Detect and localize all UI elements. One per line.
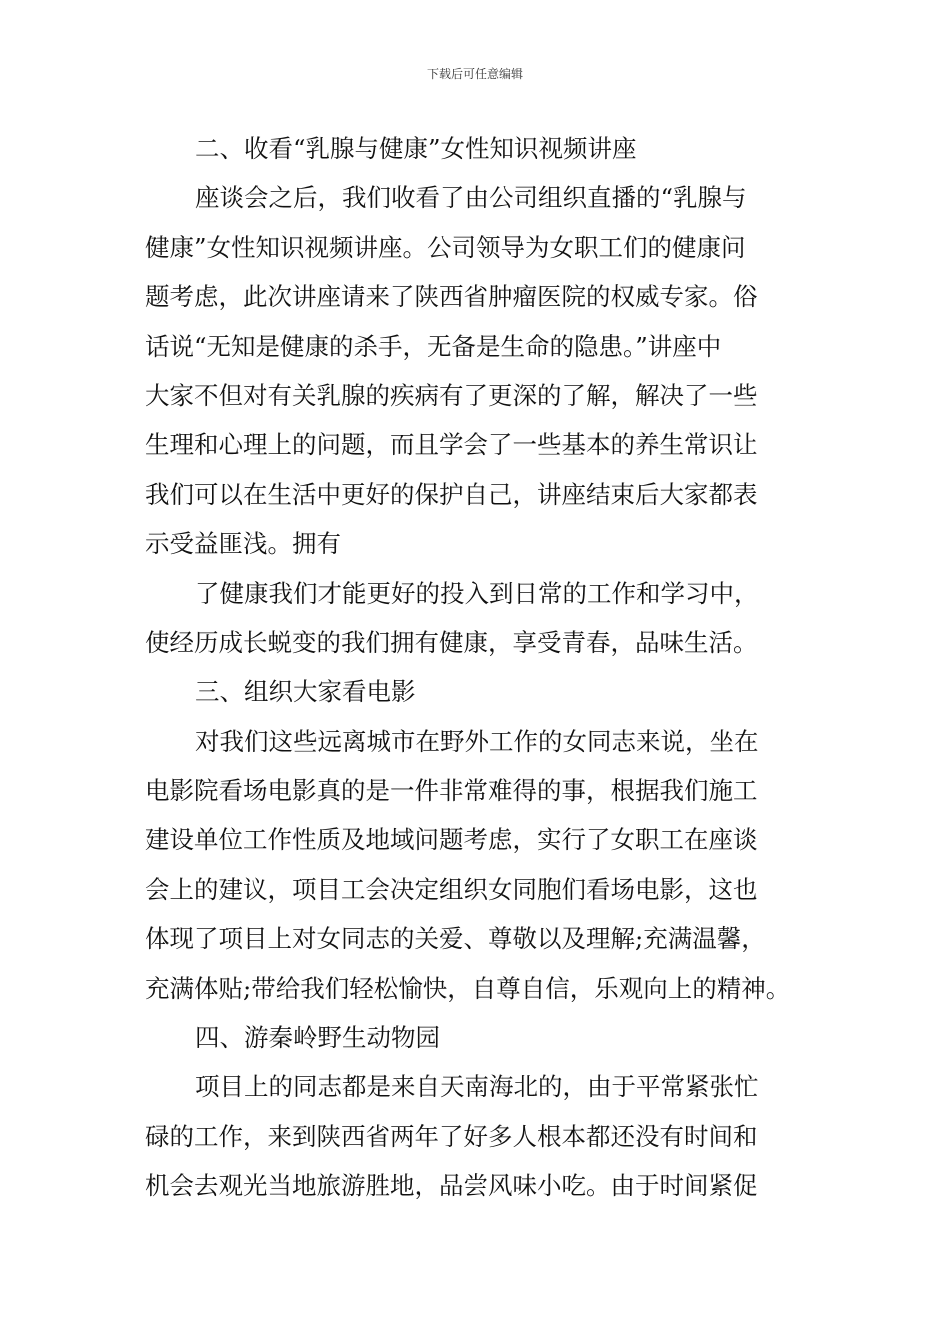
section-heading: 四、游秦岭野生动物园 — [195, 1023, 440, 1053]
document-body — [145, 124, 807, 1211]
paragraph-line: 我们可以在生活中更好的保护自己，讲座结束后大家都表 — [145, 479, 758, 509]
paragraph-line: 对我们这些远离城市在野外工作的女同志来说，坐在 — [195, 726, 759, 756]
paragraph-line: 项目上的同志都是来自天南海北的，由于平常紧张忙 — [195, 1072, 759, 1102]
paragraph-line: 电影院看场电影真的是一件非常难得的事，根据我们施工 — [145, 776, 758, 806]
paragraph-line: 了健康我们才能更好的投入到日常的工作和学习中， — [195, 578, 759, 608]
page-header: 下载后可任意编辑 — [426, 67, 523, 81]
paragraph-line: 话说“无知是健康的杀手，无备是生命的隐患。”讲座中 — [145, 331, 722, 361]
paragraph-line: 题考虑，此次讲座请来了陕西省肿瘤医院的权威专家。俗 — [145, 282, 758, 312]
paragraph-line: 碌的工作，来到陕西省两年了好多人根本都还没有时间和 — [145, 1121, 758, 1151]
paragraph-line: 健康”女性知识视频讲座。公司领导为女职工们的健康问 — [145, 232, 746, 262]
section-heading: 二、收看“乳腺与健康”女性知识视频讲座 — [195, 134, 637, 163]
paragraph-line: 建设单位工作性质及地域问题考虑，实行了女职工在座谈 — [145, 825, 758, 855]
paragraph-line: 体现了项目上对女同志的关爱、尊敬以及理解;充满温馨， — [145, 924, 766, 954]
paragraph-line: 机会去观光当地旅游胜地，品尝风味小吃。由于时间紧促 — [145, 1171, 758, 1201]
paragraph-line: 大家不但对有关乳腺的疾病有了更深的了解，解决了一些 — [145, 380, 758, 410]
paragraph-line: 使经历成长蜕变的我们拥有健康，享受青春，品味生活。 — [145, 627, 758, 657]
paragraph-line: 充满体贴;带给我们轻松愉快，自尊自信，乐观向上的精神。 — [145, 973, 791, 1003]
section-heading: 三、组织大家看电影 — [195, 677, 416, 707]
paragraph-line: 会上的建议，项目工会决定组织女同胞们看场电影，这也 — [145, 874, 758, 904]
paragraph-line: 示受益匪浅。拥有 — [145, 529, 341, 559]
paragraph-line: 座谈会之后，我们收看了由公司组织直播的“乳腺与 — [195, 183, 747, 213]
paragraph-line: 生理和心理上的问题，而且学会了一些基本的养生常识让 — [145, 430, 758, 460]
